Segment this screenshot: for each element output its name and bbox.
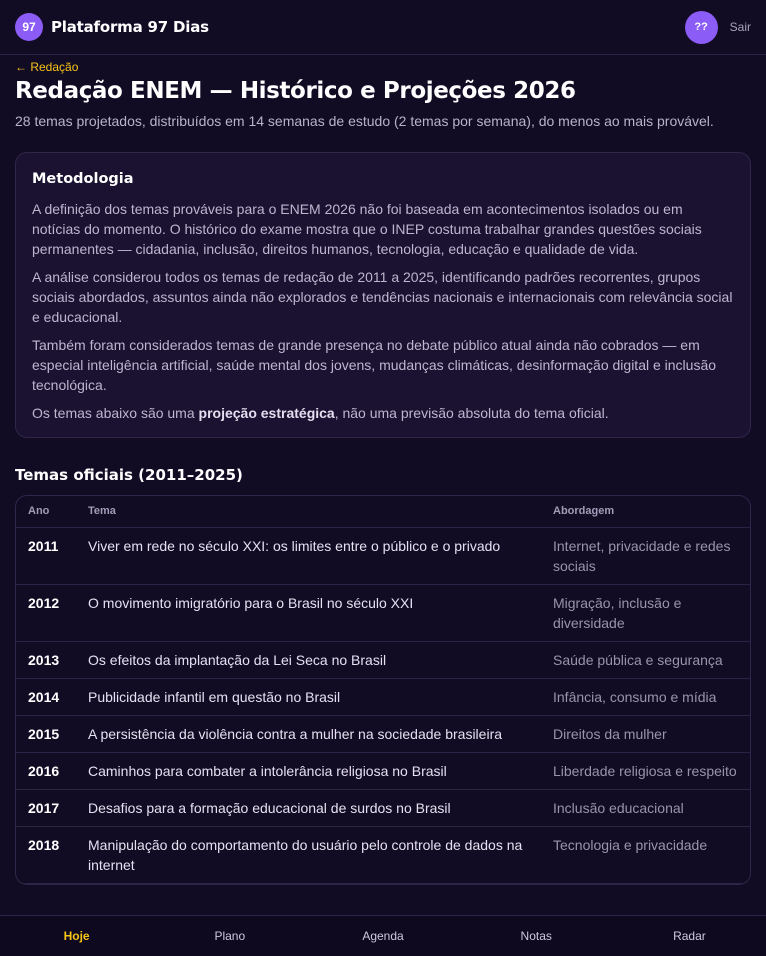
methodology-text: , não uma previsão absoluta do tema oficial.: [334, 405, 609, 421]
row-year: 2013: [16, 642, 76, 679]
nav-item-notas[interactable]: Notas: [520, 929, 552, 943]
row-approach: Saúde pública e segurança: [541, 642, 750, 679]
row-approach: Inclusão educacional: [541, 790, 750, 827]
table-header-row: [16, 496, 750, 528]
methodology-card: [15, 152, 751, 438]
row-approach: Direitos da mulher: [541, 716, 750, 753]
row-theme: Desafios para a formação educacional de surdos no Brasil: [76, 790, 541, 827]
avatar[interactable]: ??: [685, 11, 718, 44]
methodology-title: Metodologia: [32, 171, 134, 187]
row-year: 2017: [16, 790, 76, 827]
row-year: 2018: [16, 827, 76, 884]
page-subtitle: 28 temas projetados, distribuídos em 14 semanas de estudo (2 temas por semana), do menos ao mais provável.: [15, 113, 714, 129]
table-row: [16, 827, 750, 884]
methodology-emphasis: projeção estratégica: [198, 405, 335, 421]
nav-item-agenda[interactable]: Agenda: [362, 929, 404, 943]
row-theme: O movimento imigratório para o Brasil no século XXI: [76, 585, 541, 642]
table-row: [16, 585, 750, 642]
row-year: 2016: [16, 753, 76, 790]
table-row: [16, 753, 750, 790]
row-theme: A persistência da violência contra a mulher na sociedade brasileira: [76, 716, 541, 753]
row-approach: Internet, privacidade e redes sociais: [541, 528, 750, 585]
bottom-nav: [0, 915, 766, 956]
methodology-paragraph: [32, 403, 734, 423]
logo-badge[interactable]: 97: [15, 13, 43, 41]
row-year: 2011: [16, 528, 76, 585]
table-row: [16, 528, 750, 585]
table-row: [16, 642, 750, 679]
row-approach: Migração, inclusão e diversidade: [541, 585, 750, 642]
page-title: Redação ENEM — Histórico e Projeções 2026: [15, 78, 576, 104]
official-themes-title: Temas oficiais (2011–2025): [15, 466, 243, 484]
nav-item-plano[interactable]: Plano: [214, 929, 246, 943]
column-header-theme: Tema: [76, 496, 541, 528]
row-approach: Infância, consumo e mídia: [541, 679, 750, 716]
row-theme: Manipulação do comportamento do usuário pelo controle de dados na internet: [76, 827, 541, 884]
methodology-paragraph: A análise considerou todos os temas de redação de 2011 a 2025, identificando padrões recorrentes, grupos sociais abordados, assuntos ainda não explorados e tendências nacionais e internacionais com relevância social e educacional.: [32, 269, 733, 325]
row-theme: Caminhos para combater a intolerância religiosa no Brasil: [76, 753, 541, 790]
nav-item-radar[interactable]: Radar: [673, 929, 706, 943]
row-theme: Os efeitos da implantação da Lei Seca no Brasil: [76, 642, 541, 679]
row-theme: Viver em rede no século XXI: os limites entre o público e o privado: [76, 528, 541, 585]
row-theme: Publicidade infantil em questão no Brasil: [76, 679, 541, 716]
methodology-text: Os temas abaixo são uma: [32, 405, 199, 421]
methodology-paragraph: A definição dos temas prováveis para o ENEM 2026 não foi baseada em acontecimentos isolados ou em notícias do momento. O histórico do exame mostra que o INEP costuma trabalhar grandes questões sociais permanentes — cidadania, inclusão, direitos humanos, tecnologia, educação e qualidade de vida.: [32, 201, 702, 257]
column-header-year: Ano: [16, 496, 76, 528]
official-themes-table: [15, 495, 751, 885]
row-approach: Liberdade religiosa e respeito: [541, 753, 750, 790]
row-year: 2014: [16, 679, 76, 716]
row-approach: Tecnologia e privacidade: [541, 827, 750, 884]
back-link[interactable]: ← Redação: [15, 60, 79, 74]
table-row: [16, 790, 750, 827]
nav-item-hoje[interactable]: Hoje: [63, 929, 90, 943]
row-year: 2015: [16, 716, 76, 753]
logout-link[interactable]: Sair: [729, 20, 751, 34]
top-bar: [0, 0, 766, 55]
row-year: 2012: [16, 585, 76, 642]
header-actions: [685, 11, 751, 44]
table-row: [16, 716, 750, 753]
column-header-approach: Abordagem: [541, 496, 750, 528]
main-content[interactable]: [0, 55, 766, 915]
app-title[interactable]: Plataforma 97 Dias: [51, 18, 209, 36]
methodology-paragraph: Também foram considerados temas de grande presença no debate público atual ainda não cobrados — em especial inteligência artificial, saúde mental dos jovens, mudanças climáticas, desinformação digital e inclusão tecnológica.: [32, 337, 717, 393]
table-row: [16, 679, 750, 716]
